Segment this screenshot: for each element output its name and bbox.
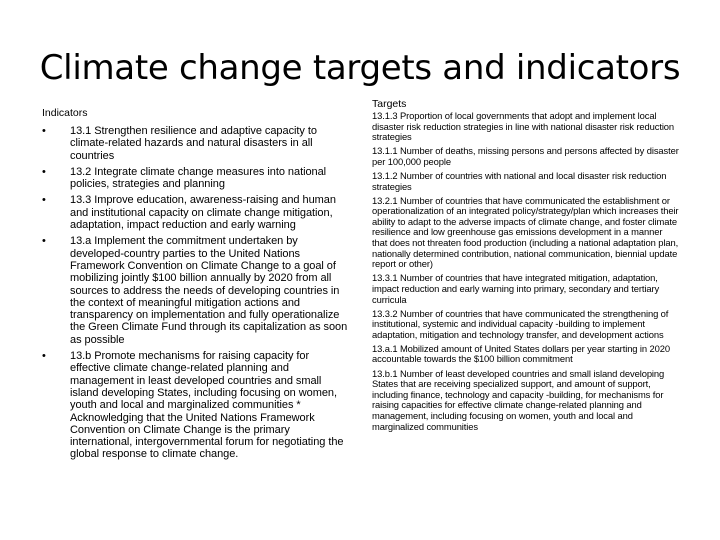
bullet-icon: • xyxy=(42,350,46,363)
targets-column xyxy=(372,98,680,436)
indicators-heading: Indicators xyxy=(42,107,88,119)
targets-heading: Targets xyxy=(372,98,407,110)
indicator-text: 13.b Promote mechanisms for raising capacity for effective climate change-related planning and management in least developed countries and small island developing States, including focusing on women, youth and local and marginalized communities * Acknowledging that the United Nations Framework Convention on Climate Change is the primary international, intergovernmental forum for negotiating the global response to climate change. xyxy=(70,350,344,461)
target-item: 13.1.3 Proportion of local governments that adopt and implement local disaster risk reduction strategies in line with national disaster risk reduction strategies xyxy=(372,110,675,143)
target-item: 13.3.2 Number of countries that have communicated the strengthening of institutional, systemic and individual capacity -building to implement adaptation, mitigation and technology transfer, and development actions xyxy=(372,307,669,340)
target-item: 13.1.1 Number of deaths, missing persons and persons affected by disaster per 100,000 people xyxy=(372,145,679,167)
bullet-icon: • xyxy=(42,235,46,248)
indicators-column xyxy=(42,107,350,465)
target-item: 13.3.1 Number of countries that have integrated mitigation, adaptation, impact reduction and early warning into primary, secondary and tertiary curricula xyxy=(372,272,660,305)
target-item: 13.b.1 Number of least developed countries and small island developing States that are receiving specialized support, and amount of support, including finance, technology and capacity -building, for mechanisms for raising capacities for effective climate change-related planning and management, including focusing on women, youth and local and marginalized communities xyxy=(372,367,665,432)
bullet-icon: • xyxy=(42,194,46,207)
indicator-item xyxy=(42,235,350,346)
target-item: 13.1.2 Number of countries with national and local disaster risk reduction strategies xyxy=(372,169,667,192)
indicator-text: 13.3 Improve education, awareness-raising and human and institutional capacity on climate change mitigation, adaptation, impact reduction and early warning xyxy=(70,194,336,232)
indicator-item xyxy=(42,166,350,191)
indicator-item xyxy=(42,125,350,162)
target-item: 13.a.1 Mobilized amount of United States dollars per year starting in 2020 accountable towards the $100 billion commitment xyxy=(372,342,670,365)
target-item: 13.2.1 Number of countries that have communicated the establishment or operationalization of an integrated policy/strategy/plan which increases their ability to adapt to the adverse impacts of climate change, and foster climate resilience and low greenhouse gas emissions development in a manner that does not threaten food production (including a national adaptation plan, nationally determined contribution, national communication, biennial update report or other) xyxy=(372,194,679,270)
slide-title: Climate change targets and indicators xyxy=(39,48,681,88)
indicator-text: 13.2 Integrate climate change measures into national policies, strategies and planning xyxy=(70,165,327,191)
indicator-text: 13.1 Strengthen resilience and adaptive capacity to climate-related hazards and natural disasters in all countries xyxy=(70,125,317,162)
indicator-item xyxy=(42,194,350,231)
indicator-text: 13.a Implement the commitment undertaken by developed-country parties to the United Nations Framework Convention on Climate Change to a goal of mobilizing jointly $100 billion annually by 2020 from all sources to address the needs of developing countries in the context of meaningful mitigation actions and transparency on implementation and fully operationalize the Green Climate Fund through its capitalization as soon as possible xyxy=(70,235,348,346)
bullet-icon: • xyxy=(42,125,46,137)
indicator-item xyxy=(42,350,350,461)
bullet-icon: • xyxy=(42,165,46,178)
indicators-list xyxy=(42,125,350,461)
